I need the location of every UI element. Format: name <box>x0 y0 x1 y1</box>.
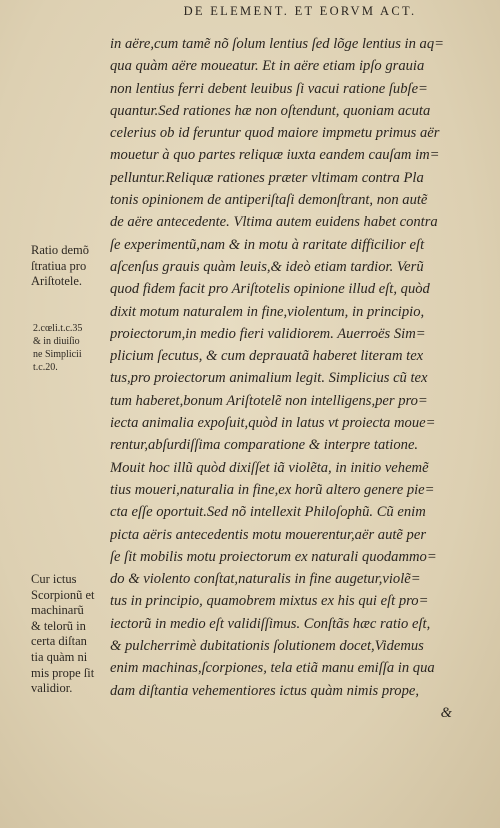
margin-note-line: ſtratiua pro <box>31 258 87 273</box>
margin-note-line: tia quàm ni <box>31 649 88 664</box>
text-line: picta aëris antecedentis motu mouerentur,aër autẽ per <box>110 526 427 543</box>
margin-note-reference <box>33 322 111 374</box>
margin-note-line: machinarũ <box>31 603 84 618</box>
text-line: do & violento conſtat,naturalis in fine augetur,violẽ= <box>110 571 421 588</box>
text-line: tus,pro proiectorum animalium legit. Simplicius cũ tex <box>110 370 428 387</box>
text-line: tus in principio, quamobrem mixtus ex his qui eſt pro= <box>110 593 429 610</box>
text-line: ſe experimentũ,nam & in motu à raritate difficilior eſt <box>110 236 425 253</box>
text-line: plicium ſecutus, & cum deprauatã haberet literam tex <box>110 348 424 365</box>
text-line: aſcenſus grauis quàm leuis,& ideò etiam tardior. Verũ <box>110 258 424 275</box>
margin-note-line: mis prope ſit <box>31 665 95 680</box>
text-line: dam diſtantia vehementiores ictus quàm nimis prope, <box>110 682 419 699</box>
text-line: & pulcherrimè dubitationis ſolutionem docet,Videmus <box>110 638 424 655</box>
margin-note-line: ne Simplicii <box>33 349 82 360</box>
margin-note-ratio <box>31 243 109 290</box>
text-line: tonis opinionem de antiperiſtaſi demonſtrant, non autẽ <box>110 192 428 209</box>
text-line: enim machinas,ſcorpiones, tela etiã manu emiſſa in qua <box>110 660 435 677</box>
text-line: quod fidem facit pro Ariſtotelis opinione illud eſt, quòd <box>110 281 430 298</box>
running-header: DE ELEMENT. ET EORVM ACT. <box>183 4 417 18</box>
text-line: mouetur à quo partes reliquæ iuxta eandem cauſam im= <box>110 147 440 164</box>
text-line: iectorũ in medio eſt validiſſimus. Conſtãs hæc ratio eſt, <box>110 615 431 632</box>
text-line: rentur,abſurdiſſima comparatione & interpre tatione. <box>110 437 419 454</box>
margin-note-line: validior. <box>31 681 73 696</box>
text-line: non lentius ferri debent leuibus ſi vacui ratione ſubſe= <box>110 80 428 97</box>
text-line: iecta animalia expoſuit,quòd in latus vt proiecta moue= <box>110 415 436 432</box>
main-text-block <box>110 33 490 724</box>
margin-note-line: & in diuiſio <box>33 336 80 347</box>
text-line: quantur.Sed rationes hæ non oſtendunt, quoniam acuta <box>110 102 431 119</box>
text-line: tum haberet,bonum Ariſtotelẽ non intelligens,per pro= <box>110 392 428 409</box>
text-line: cta eſſe oportuit.Sed nõ intellexit Philoſophũ. Cũ enim <box>110 504 426 521</box>
text-line: proiectorum,in medio fieri validiorem. Auerroës Sim= <box>110 325 426 342</box>
text-line: in aëre,cum tamẽ nõ ſolum lentius ſed lõge lentius in aq= <box>110 36 444 52</box>
margin-note-line: Cur ictus <box>31 572 77 586</box>
margin-note-line: 2.cœli.t.c.35 <box>33 323 83 334</box>
text-line: ſe ſit mobilis motu proiectorum ex naturali quodammo= <box>110 548 437 565</box>
text-line: Mouit hoc illũ quòd dixiſſet iã violẽta, in initio vehemẽ <box>110 459 429 476</box>
margin-note-line: Ratio demõ <box>31 243 89 257</box>
margin-note-line: Ariſtotele. <box>31 274 83 289</box>
margin-note-ictus <box>31 572 109 697</box>
text-line: qua quàm aëre moueatur. Et in aëre etiam ipſo grauia <box>110 58 425 75</box>
margin-note-line: t.c.20. <box>33 362 58 373</box>
catchword: & <box>440 704 452 721</box>
margin-note-line: Scorpionũ et <box>31 587 95 602</box>
text-line: dixit motum naturalem in fine,violentum, in principio, <box>110 303 425 320</box>
text-line: de aëre antecedente. Vltima autem euidens habet contra <box>110 214 438 231</box>
margin-note-line: & telorũ in <box>31 618 86 633</box>
text-line: pelluntur.Reliquæ rationes præter vltimam contra Pla <box>110 169 424 186</box>
margin-note-line: certa diſtan <box>31 634 87 649</box>
text-line: tius moueri,naturalia in fine,ex horũ altero genere pie= <box>110 481 435 498</box>
text-line: celerius ob id feruntur quod maiore impmetu primus aër <box>110 125 440 142</box>
